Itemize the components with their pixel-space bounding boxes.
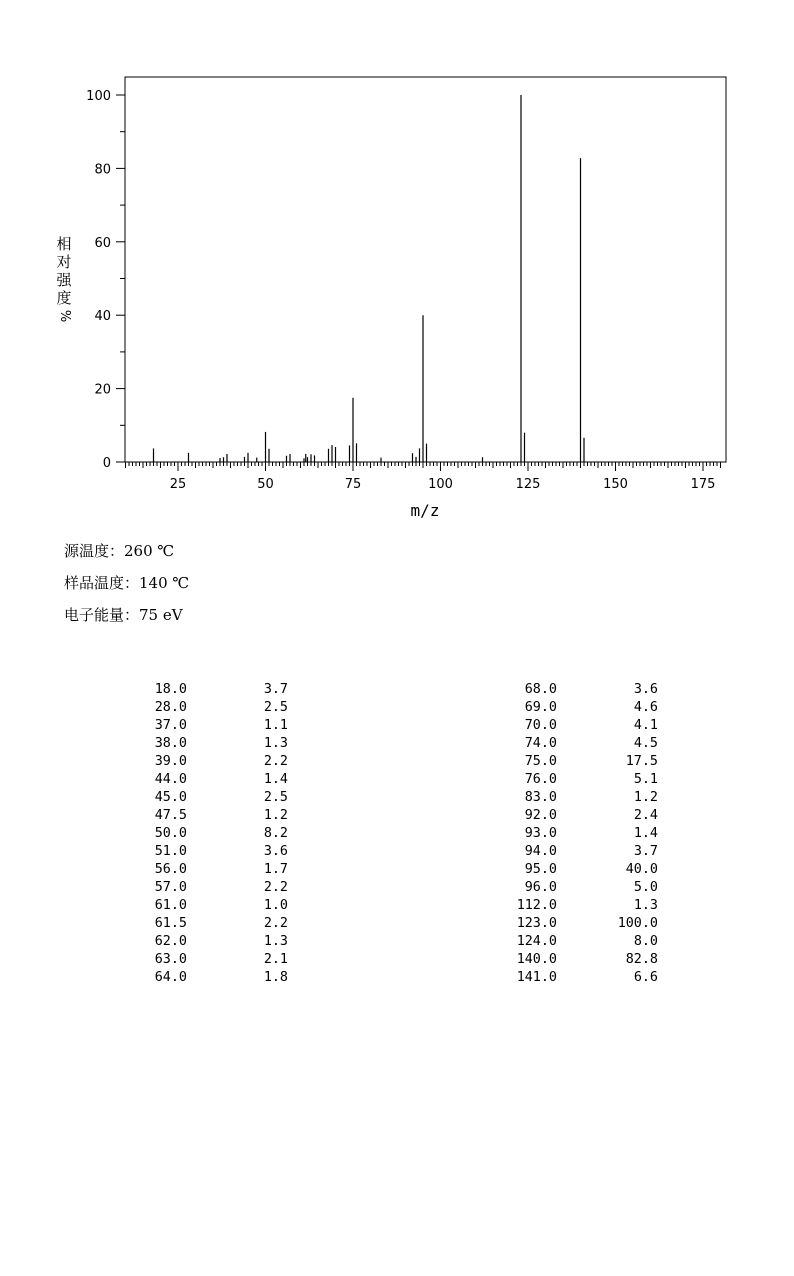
peak-table-row	[490, 681, 670, 699]
peak-table-row	[120, 717, 300, 735]
peak-intensity: 1.4	[263, 772, 288, 787]
peak-mz: 51.0	[154, 844, 187, 859]
x-tick-label: 25	[169, 477, 187, 492]
peak-mz: 95.0	[524, 862, 557, 877]
peak-table-row	[120, 735, 300, 753]
peak-table-row	[120, 915, 300, 933]
sample-temperature	[64, 572, 189, 593]
peak-mz: 112.0	[516, 898, 557, 913]
peak-intensity: 3.7	[263, 682, 288, 697]
source-temp-label: 源温度：	[64, 542, 125, 560]
peak-table-row	[120, 825, 300, 843]
peak-table-row	[490, 789, 670, 807]
peak-table-row	[120, 951, 300, 969]
y-tick-label: 40	[94, 309, 111, 325]
peak-intensity: 100.0	[617, 916, 658, 931]
peak-table-right	[490, 681, 670, 987]
peak-table-row	[490, 771, 670, 789]
peak-intensity: 3.7	[633, 844, 658, 859]
peak-mz: 44.0	[154, 772, 187, 787]
peak-mz: 38.0	[154, 736, 187, 751]
peak-table-row	[120, 699, 300, 717]
peak-mz: 45.0	[154, 790, 187, 805]
peak-intensity: 1.7	[263, 862, 288, 877]
peak-mz: 75.0	[524, 754, 557, 769]
peak-intensity: 1.2	[633, 790, 658, 805]
peak-intensity: 2.1	[263, 952, 288, 967]
peak-mz: 63.0	[154, 952, 187, 967]
peak-mz: 56.0	[154, 862, 187, 877]
peak-table-row	[490, 735, 670, 753]
y-axis-label	[52, 235, 76, 325]
peak-table-left	[120, 681, 300, 987]
peak-mz: 140.0	[516, 952, 557, 967]
peak-table-row	[490, 951, 670, 969]
peak-mz: 61.5	[154, 916, 187, 931]
peak-mz: 83.0	[524, 790, 557, 805]
peak-mz: 92.0	[524, 808, 557, 823]
sample-temp-label: 样品温度：	[64, 574, 140, 592]
peak-intensity: 5.0	[633, 880, 658, 895]
peak-mz: 68.0	[524, 682, 557, 697]
peak-table-row	[120, 969, 300, 987]
peak-table-row	[120, 843, 300, 861]
y-tick-label: 0	[102, 456, 111, 471]
peak-table-row	[490, 699, 670, 717]
peak-series	[154, 95, 585, 462]
peak-mz: 76.0	[524, 772, 557, 787]
peak-intensity: 8.0	[633, 934, 658, 949]
y-axis	[86, 89, 125, 471]
y-axis-label-char: 度	[56, 289, 72, 307]
peak-mz: 57.0	[154, 880, 187, 895]
peak-intensity: 1.0	[263, 898, 288, 913]
y-tick-label: 20	[94, 382, 111, 398]
x-tick-label: 150	[603, 477, 628, 492]
plot-frame	[125, 77, 726, 462]
peak-mz: 47.5	[154, 808, 187, 823]
y-axis-label-char: %	[57, 309, 72, 323]
peak-table-row	[120, 897, 300, 915]
peak-intensity: 1.1	[263, 718, 288, 733]
peak-mz: 28.0	[154, 700, 187, 715]
peak-intensity: 3.6	[633, 682, 658, 697]
peak-table-row	[490, 717, 670, 735]
peak-intensity: 6.6	[633, 970, 658, 985]
peak-table-row	[490, 897, 670, 915]
y-tick-label: 100	[86, 89, 111, 104]
peak-mz: 39.0	[154, 754, 187, 769]
peak-table-row	[120, 933, 300, 951]
peak-table-row	[490, 825, 670, 843]
peak-intensity: 3.6	[263, 844, 288, 859]
peak-table-row	[120, 879, 300, 897]
peak-mz: 96.0	[524, 880, 557, 895]
peak-mz: 18.0	[154, 682, 187, 697]
peak-intensity: 17.5	[625, 754, 658, 769]
peak-table-row	[490, 807, 670, 825]
peak-intensity: 1.3	[263, 934, 288, 949]
x-tick-label: 175	[690, 477, 716, 492]
peak-mz: 94.0	[524, 844, 557, 859]
peak-intensity: 1.4	[633, 826, 658, 841]
mass-spectrum-chart	[0, 0, 794, 530]
peak-intensity: 1.8	[263, 970, 288, 985]
x-axis-label: m/z	[410, 501, 440, 520]
peak-intensity: 40.0	[625, 862, 658, 877]
peak-table-row	[490, 933, 670, 951]
peak-table-row	[490, 879, 670, 897]
peak-intensity: 2.2	[263, 880, 288, 895]
peak-mz: 61.0	[154, 898, 187, 913]
peak-table-row	[490, 861, 670, 879]
peak-intensity: 4.5	[633, 736, 658, 751]
y-tick-label: 80	[94, 162, 111, 178]
peak-intensity: 2.5	[263, 700, 288, 715]
y-tick-label: 60	[94, 235, 111, 251]
source-temperature	[64, 540, 174, 561]
electron-energy-label: 电子能量：	[64, 606, 140, 624]
peak-intensity: 2.5	[263, 790, 288, 805]
peak-table-row	[120, 771, 300, 789]
peak-table-row	[120, 789, 300, 807]
y-axis-label-char: 强	[56, 271, 72, 289]
source-temp-value: 260 ℃	[124, 542, 175, 560]
y-axis-label-char: 相	[56, 235, 72, 253]
peak-table-row	[120, 807, 300, 825]
peak-table-row	[490, 915, 670, 933]
x-tick-label: 125	[515, 477, 541, 492]
peak-mz: 37.0	[154, 718, 187, 733]
x-tick-label: 75	[344, 477, 362, 492]
electron-energy-value: 75 eV	[139, 606, 183, 624]
peak-mz: 124.0	[516, 934, 557, 949]
peak-intensity: 1.3	[263, 736, 288, 751]
electron-energy	[64, 604, 183, 625]
peak-mz: 74.0	[524, 736, 557, 751]
peak-mz: 69.0	[524, 700, 557, 715]
peak-table-row	[120, 753, 300, 771]
peak-mz: 123.0	[516, 916, 557, 931]
peak-table-row	[120, 681, 300, 699]
peak-table-row	[490, 753, 670, 771]
peak-mz: 64.0	[154, 970, 187, 985]
peak-mz: 70.0	[524, 718, 557, 733]
peak-intensity: 5.1	[633, 772, 658, 787]
x-axis	[126, 462, 721, 492]
peak-mz: 141.0	[516, 970, 557, 985]
sample-temp-value: 140 ℃	[139, 574, 190, 592]
peak-intensity: 4.6	[633, 700, 658, 715]
peak-intensity: 8.2	[263, 826, 288, 841]
peak-table-row	[490, 969, 670, 987]
peak-mz: 93.0	[524, 826, 557, 841]
peak-mz: 62.0	[154, 934, 187, 949]
peak-intensity: 2.2	[263, 916, 288, 931]
peak-mz: 50.0	[154, 826, 187, 841]
x-tick-label: 100	[428, 477, 453, 492]
peak-intensity: 82.8	[625, 952, 658, 967]
x-tick-label: 50	[257, 477, 274, 492]
peak-intensity: 2.2	[263, 754, 288, 769]
peak-intensity: 2.4	[633, 808, 658, 823]
y-axis-label-char: 对	[56, 253, 72, 271]
peak-intensity: 1.2	[263, 808, 288, 823]
peak-intensity: 1.3	[633, 898, 658, 913]
peak-table-row	[490, 843, 670, 861]
peak-table-row	[120, 861, 300, 879]
peak-intensity: 4.1	[633, 718, 658, 733]
